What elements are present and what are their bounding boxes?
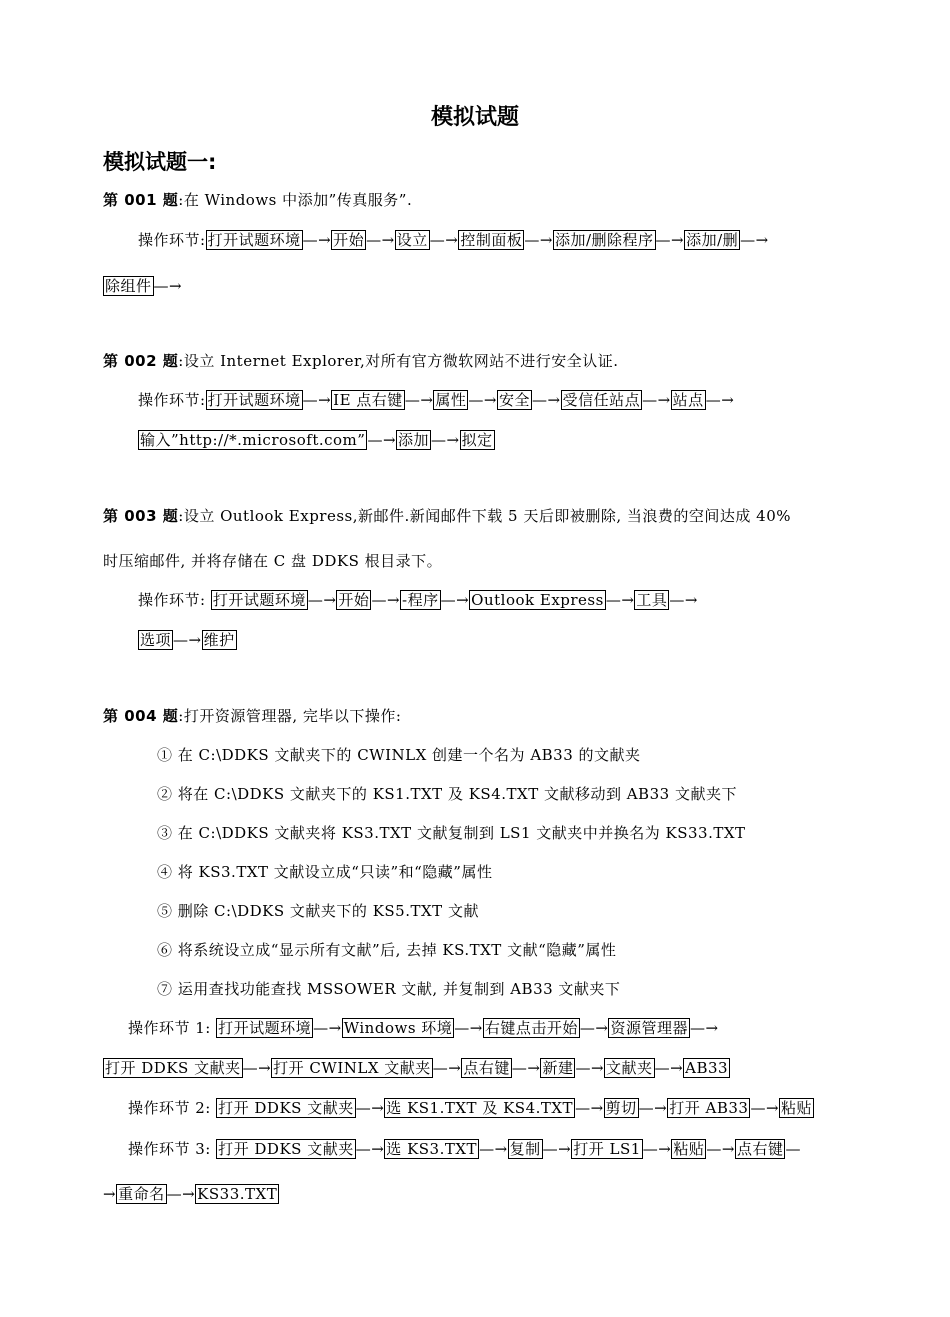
arrow-connector: —→	[153, 277, 183, 295]
arrow-connector: —→	[454, 1019, 483, 1037]
question-003-continued: 时压缩邮件, 并将存储在 C 盘 DDKS 根目录下。	[103, 552, 443, 570]
step-box: 文献夹	[606, 1059, 653, 1077]
step-box: 打开 AB33	[669, 1099, 749, 1117]
question-label: 第 001 题	[103, 191, 179, 209]
question-label: 第 004 题	[103, 707, 179, 725]
q3-steps-line-2	[138, 630, 237, 650]
step-box: 打开 DDKS 文献夹	[218, 1140, 354, 1158]
step-sequence	[216, 1099, 814, 1117]
step-box: 站点	[672, 391, 704, 409]
q4-op3-line-2	[103, 1184, 279, 1204]
arrow-connector: —→	[511, 1059, 541, 1077]
step-box: Outlook Express	[471, 591, 604, 609]
question-label: 第 002 题	[103, 352, 179, 370]
arrow-connector: —→	[355, 1099, 385, 1117]
step-box: KS33.TXT	[197, 1185, 278, 1203]
step-box: 剪切	[605, 1099, 637, 1117]
task-item: ⑤ 删除 C:\DDKS 文献夹下的 KS5.TXT 文献	[157, 902, 479, 920]
arrow-connector: —→	[575, 1099, 604, 1117]
arrow-connector: —→	[638, 1099, 668, 1117]
leading-arrow-glyph: →	[103, 1185, 117, 1203]
arrow-connector: —→	[524, 231, 553, 249]
step-sequence	[138, 431, 495, 449]
step-box: AB33	[685, 1059, 729, 1077]
question-004	[103, 706, 401, 726]
step-box: 除组件	[105, 277, 152, 295]
arrow-connector: —→	[440, 591, 470, 609]
step-box: 点右键	[463, 1059, 510, 1077]
arrow-connector: —→	[302, 391, 332, 409]
arrow-connector: —→	[706, 1140, 735, 1158]
q1-steps-line-2	[103, 276, 182, 296]
task-item: ⑦ 运用查找功能查找 MSSOWER 文献, 并复制到 AB33 文献夹下	[157, 980, 621, 998]
step-box: 右键点击开始	[484, 1019, 578, 1037]
page-title: 模拟试题	[430, 105, 519, 130]
step-box: Windows 环境	[343, 1019, 453, 1037]
question-text: :设立 Outlook Express,新邮件.新闻邮件下载 5 天后即被删除, 当浪费的空间达成 40%	[178, 507, 792, 525]
step-sequence	[138, 631, 237, 649]
step-box: 复制	[509, 1140, 541, 1158]
step-box: 打开 DDKS 文献夹	[105, 1059, 241, 1077]
arrow-connector: —→	[479, 1140, 508, 1158]
step-box: 安全	[498, 391, 530, 409]
arrow-connector: —→	[371, 591, 401, 609]
step-box: 添加/删除程序	[554, 231, 654, 249]
step-box: 点右键	[736, 1140, 784, 1158]
arrow-connector: —→	[655, 231, 685, 249]
arrow-connector: —→	[366, 231, 395, 249]
step-box: 选 KS3.TXT	[386, 1140, 478, 1158]
q4-op3-line-1	[128, 1139, 801, 1159]
question-text: :设立 Internet Explorer,对所有官方微软网站不进行安全认证.	[178, 352, 619, 370]
section-heading: 模拟试题一:	[103, 150, 217, 174]
arrow-connector: —→	[579, 1019, 609, 1037]
step-box: 打开试题环境	[212, 591, 306, 609]
ops-prefix: 操作环节:	[138, 591, 211, 609]
ops-prefix: 操作环节 1:	[128, 1019, 217, 1037]
step-sequence	[216, 1140, 785, 1158]
q4-op1-line-2	[103, 1058, 730, 1078]
arrow-connector: —→	[355, 1140, 385, 1158]
step-box: 选 KS1.TXT 及 KS4.TXT	[386, 1099, 574, 1117]
arrow-connector: —→	[605, 591, 635, 609]
question-003	[103, 506, 791, 526]
q2-steps-line-2	[138, 430, 495, 450]
task-item: ① 在 C:\DDKS 文献夹下的 CWINLX 创建一个名为 AB33 的文献夹	[157, 746, 641, 764]
step-sequence	[211, 591, 698, 609]
trailing-dash: —	[785, 1140, 801, 1158]
task-item: ⑥ 将系统设立成“显示所有文献”后, 去掉 KS.TXT 文献“隐藏”属性	[157, 941, 617, 959]
step-box: 打开 DDKS 文献夹	[218, 1099, 354, 1117]
question-text: :打开资源管理器, 完毕以下操作:	[178, 707, 402, 725]
ops-prefix: 操作环节:	[138, 231, 206, 249]
step-box: 资源管理器	[610, 1019, 688, 1037]
step-box: 打开 LS1	[573, 1140, 641, 1158]
step-sequence	[116, 1185, 279, 1203]
step-box: 打开试题环境	[218, 1019, 312, 1037]
arrow-connector: —→	[575, 1059, 605, 1077]
arrow-connector: —→	[367, 431, 397, 449]
arrow-connector: —→	[242, 1059, 272, 1077]
step-sequence	[206, 231, 769, 249]
task-item: ④ 将 KS3.TXT 文献设立成“只读”和“隐藏”属性	[157, 863, 493, 881]
step-box: 工具	[636, 591, 668, 609]
step-box: 添加/删	[686, 231, 739, 249]
q4-op2-line	[128, 1098, 814, 1118]
task-item: ③ 在 C:\DDKS 文献夹将 KS3.TXT 文献复制到 LS1 文献夹中并换名为 KS33.TXT	[157, 824, 746, 842]
arrow-connector: —→	[302, 231, 332, 249]
ops-prefix: 操作环节 2:	[128, 1099, 217, 1117]
step-box: 设立	[396, 231, 428, 249]
q4-op1-line-1	[128, 1018, 719, 1038]
arrow-connector: —→	[542, 1140, 572, 1158]
step-box: 属性	[435, 391, 467, 409]
arrow-connector: —→	[307, 591, 337, 609]
arrow-connector: —→	[166, 1185, 196, 1203]
step-box: 选项	[140, 631, 172, 649]
step-box: 开始	[338, 591, 370, 609]
step-box: 打开试题环境	[207, 231, 301, 249]
arrow-connector: —→	[669, 591, 698, 609]
arrow-connector: —→	[431, 431, 460, 449]
step-box: 拟定	[461, 431, 493, 449]
arrow-connector: —→	[429, 231, 459, 249]
ops-prefix: 操作环节:	[138, 391, 206, 409]
arrow-connector: —→	[173, 631, 202, 649]
step-box: 输入”http://*.microsoft.com”	[140, 431, 366, 449]
arrow-connector: —→	[750, 1099, 780, 1117]
arrow-connector: —→	[642, 391, 671, 409]
arrow-connector: —→	[689, 1019, 719, 1037]
step-box: IE 点右键	[333, 391, 403, 409]
step-box: 粘贴	[781, 1099, 813, 1117]
step-sequence	[216, 1019, 718, 1037]
arrow-connector: —→	[642, 1140, 672, 1158]
step-box: 添加	[398, 431, 430, 449]
arrow-connector: —→	[532, 391, 561, 409]
step-box: 重命名	[118, 1185, 165, 1203]
arrow-connector: —→	[468, 391, 497, 409]
step-box: 维护	[203, 631, 235, 649]
step-sequence	[103, 277, 182, 295]
step-box: 开始	[333, 231, 365, 249]
step-sequence	[103, 1059, 730, 1077]
question-label: 第 003 题	[103, 507, 179, 525]
step-box: -程序	[402, 591, 439, 609]
step-box: 控制面板	[460, 231, 523, 249]
q1-steps-line-1	[138, 230, 769, 250]
arrow-connector: —→	[740, 231, 769, 249]
q3-steps-line-1	[138, 590, 698, 610]
step-sequence	[206, 391, 735, 409]
step-box: 受信任站点	[562, 391, 641, 409]
arrow-connector: —→	[404, 391, 434, 409]
arrow-connector: —→	[705, 391, 735, 409]
arrow-connector: —→	[654, 1059, 684, 1077]
arrow-connector: —→	[432, 1059, 462, 1077]
arrow-connector: —→	[313, 1019, 342, 1037]
task-item: ② 将在 C:\DDKS 文献夹下的 KS1.TXT 及 KS4.TXT 文献移动到 AB33 文献夹下	[157, 785, 737, 803]
question-text: :在 Windows 中添加”传真服务”.	[178, 191, 413, 209]
question-001	[103, 190, 412, 210]
step-box: 新建	[542, 1059, 574, 1077]
step-box: 打开 CWINLX 文献夹	[273, 1059, 431, 1077]
step-box: 打开试题环境	[207, 391, 301, 409]
step-box: 粘贴	[673, 1140, 705, 1158]
q2-steps-line-1	[138, 390, 734, 410]
ops-prefix: 操作环节 3:	[128, 1140, 217, 1158]
question-002	[103, 351, 619, 371]
